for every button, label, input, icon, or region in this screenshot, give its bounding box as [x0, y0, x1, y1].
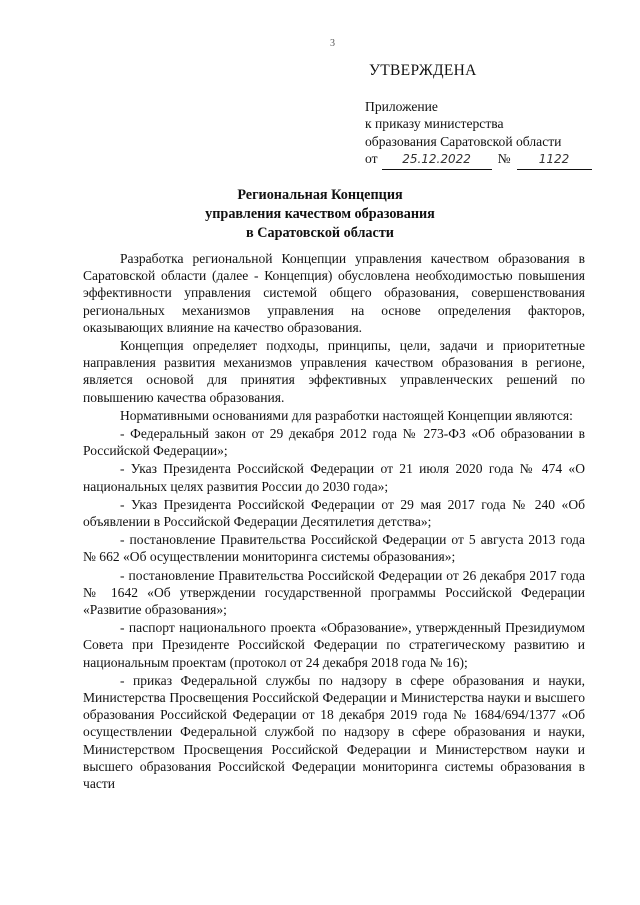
paragraph-normative-basis: Нормативными основаниями для разработки настоящей Концепции являются:: [120, 407, 573, 423]
approval-title: УТВЕРЖДЕНА: [369, 62, 477, 79]
appendix-line: Приложение: [365, 99, 438, 114]
order-date-number-line: [365, 150, 592, 169]
list-item: - Указ Президента Российской Федерации от 29 мая 2017 года № 240 «Об объявлении в Российской Федерации Десятилетия детства»;: [83, 496, 585, 530]
paragraph-purpose: Концепция определяет подходы, принципы, цели, задачи и приоритетные направления развития механизмов управления качеством образования в регионе, является основой для принятия эффективных управленческих решений по повышению качества образования.: [83, 338, 585, 405]
paragraph-intro: Разработка региональной Концепции управления качеством образования в Саратовской области (далее - Концепция) обусловлена необходимостью повышения эффективности управления системой общего образования, совершенствования региональных механизмов управления на основе определения факторов, оказывающих влияние на качество образования.: [83, 251, 585, 335]
heading-line: Региональная Концепция: [237, 187, 403, 203]
list-item: - постановление Правительства Российской Федерации от 5 августа 2013 года № 662 «Об осуществлении мониторинга системы образования»;: [83, 532, 585, 565]
list-item: - постановление Правительства Российской Федерации от 26 декабря 2017 года № 1642 «Об утверждении государственной программы Российской Федерации «Развитие образования»;: [83, 567, 585, 618]
heading-line: в Саратовской области: [246, 225, 394, 241]
number-label: №: [497, 151, 511, 167]
from-label: от: [365, 151, 378, 167]
list-item: - паспорт национального проекта «Образование», утвержденный Президиумом Совета при Президенте Российской Федерации по стратегическому развитию и национальным проектам (протокол от 24 декабря 2018 года № 16);: [83, 620, 585, 670]
list-item: - Федеральный закон от 29 декабря 2012 года № 273-ФЗ «Об образовании в Российской Федерации»;: [83, 426, 585, 459]
appendix-line: к приказу министерства: [365, 116, 504, 132]
list-item: - Указ Президента Российской Федерации от 21 июля 2020 года № 474 «О национальных целях развития России до 2030 года»;: [83, 461, 585, 494]
handwritten-number: 1122: [517, 151, 592, 169]
document-heading: [0, 186, 640, 243]
handwritten-date: 25.12.2022: [382, 151, 492, 169]
appendix-line: образования Саратовской области: [365, 133, 562, 149]
document-body: [83, 250, 585, 792]
appendix-block: [365, 98, 592, 170]
list-item: - приказ Федеральной службы по надзору в сфере образования и науки, Министерства Просвещения Российской Федерации и Министерства науки и высшего образования Российской Федерации от 18 декабря 2019 года № 1684/694/1377 «Об осуществлении Федеральной службой по надзору в сфере образования и науки, Министерством Просвещения Российской Федерации и Министерством науки и высшего образования Российской Федерации мониторинга системы образования в части: [83, 672, 585, 792]
heading-line: управления качеством образования: [205, 206, 435, 222]
page-number: 3: [330, 38, 335, 49]
